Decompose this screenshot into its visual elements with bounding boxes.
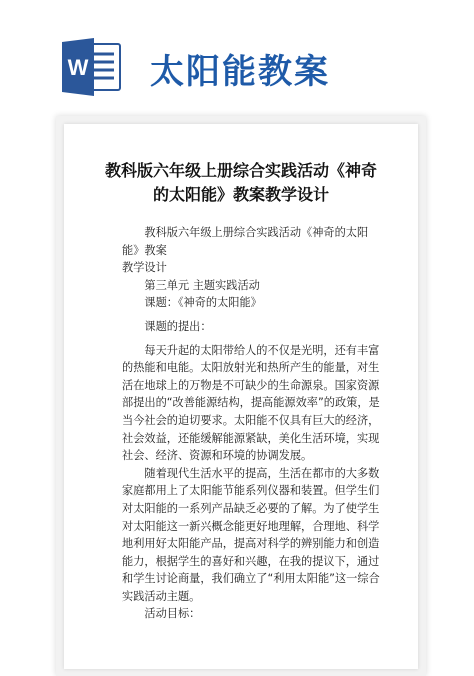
banner-title: 太阳能教案 bbox=[150, 52, 330, 92]
word-document-icon bbox=[60, 38, 122, 96]
paragraph-intro-cont: 教学设计 bbox=[122, 261, 167, 275]
paragraph-topic-origin: 课题的提出： bbox=[144, 319, 212, 333]
paragraph-goals: 活动目标： bbox=[144, 607, 201, 621]
banner-header bbox=[0, 0, 474, 120]
paragraph-intro: 教科版六年级上册综合实践活动《神奇的太阳能》教案 bbox=[122, 226, 369, 257]
document-body bbox=[122, 224, 382, 623]
document-page bbox=[64, 124, 418, 669]
document-title-line-2: 的太阳能》教案教学设计 bbox=[152, 185, 329, 204]
document-title-line-1: 教科版六年级上册综合实践活动《神奇 bbox=[104, 161, 377, 180]
paragraph-unit: 第三单元 主题实践活动 bbox=[144, 278, 260, 292]
svg-text:W: W bbox=[67, 55, 89, 80]
document-title bbox=[64, 159, 418, 207]
paragraph-sun-energy: 每天升起的太阳带给人的不仅是光明，还有丰富的热能和电能。太阳放射光和热所产生的能量，对生活在地球上的万物是不可缺少的生命源泉。国家资源部提出的“改善能源结构，提高能源效率”的政策，是当今社会的迫切要求。太阳能不仅具有巨大的经济，社会效益，还能缓解能源紧缺，美化生活环境，实现社会、经济、资源和环境的协调发展。 bbox=[122, 343, 380, 463]
paragraph-modern-life: 随着现代生活水平的提高，生活在都市的大多数家庭都用上了太阳能节能系列仪器和装置。但学生们对太阳能的一系列产品缺乏必要的了解。为了使学生对太阳能这一新兴概念能更好地理解，合理地、科学地利用好太阳能产品，提高对科学的辨别能力和创造能力，根据学生的喜好和兴趣，在我的提议下，通过和学生讨论商量，我们确立了“利用太阳能”这一综合实践活动主题。 bbox=[122, 466, 380, 603]
paragraph-topic: 课题：《神奇的太阳能》 bbox=[144, 296, 262, 310]
